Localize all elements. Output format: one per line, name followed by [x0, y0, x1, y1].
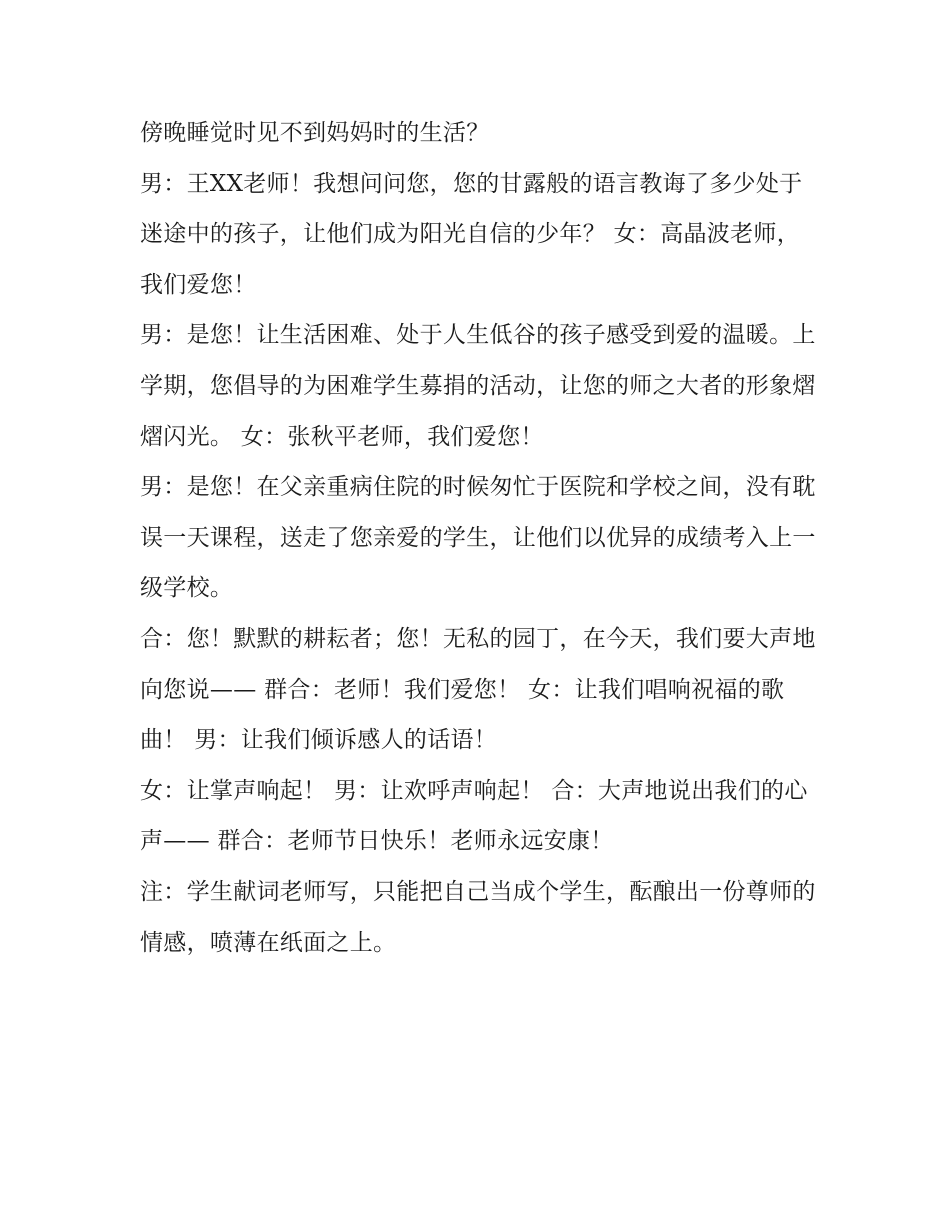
- paragraph-closing: 女：让掌声响起！ 男：让欢呼声响起！ 合：大声地说出我们的心声—— 群合：老师节日快乐！老师永远安康！: [140, 777, 808, 855]
- paragraph-teacher-gao: 男：是您！让生活困难、处于人生低谷的孩子感受到爱的温暖。上学期，您倡导的为困难学生募捐的活动，让您的师之大者的形象熠熠闪光。 女：张秋平老师，我们爱您！: [140, 322, 816, 450]
- paragraph-teacher-zhang: 男：是您！在父亲重病住院的时候匆忙于医院和学校之间，没有耽误一天课程，送走了您亲爱的学生，让他们以优异的成绩考入上一级学校。: [140, 474, 816, 602]
- paragraph-chorus: 合：您！默默的耕耘者；您！无私的园丁，在今天，我们要大声地向您说—— 群合：老师！我们爱您！ 女：让我们唱响祝福的歌曲！ 男：让我们倾诉感人的话语！: [140, 625, 816, 754]
- paragraph-intro-line: 傍晚睡觉时见不到妈妈时的生活？: [140, 120, 490, 146]
- paragraph-teacher-wang: 男：王XX老师！我想问问您，您的甘露般的语言教诲了多少处于迷途中的孩子，让他们成为阳光自信的少年？ 女：高晶波老师，我们爱您！: [140, 170, 803, 298]
- document-body: [140, 108, 820, 968]
- paragraph-note: 注：学生献词老师写，只能把自己当成个学生，酝酿出一份尊师的情感，喷薄在纸面之上。: [140, 878, 816, 956]
